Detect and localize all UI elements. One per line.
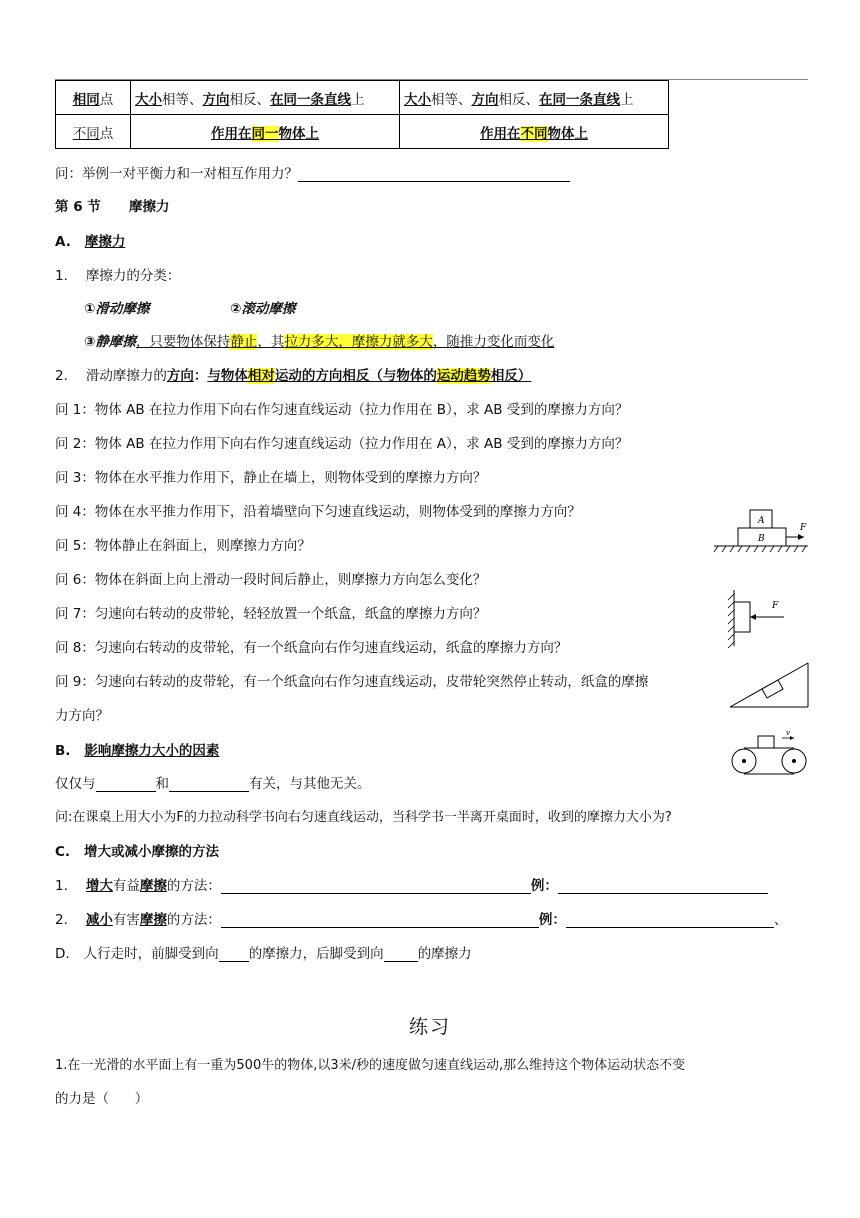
question-7: 问 7：匀速向右转动的皮带轮，轻轻放置一个纸盒，纸盒的摩擦力方向？ [55, 606, 487, 622]
heading-b: B. 影响摩擦力大小的因素 [55, 743, 220, 759]
question-9: 问 9：匀速向右转动的皮带轮，有一个纸盒向右作匀速直线运动，皮带轮突然停止转动，纸盒的摩擦 [55, 674, 649, 690]
diff-cell-interaction: 作用在不同物体上 [400, 115, 669, 149]
question-9-cont: 力方向？ [55, 708, 109, 724]
heading-a: A. 摩擦力 [55, 234, 126, 250]
label-f-wall: F [772, 601, 779, 611]
figure-conveyor [728, 728, 810, 778]
section-title: 第 6 节 摩擦力 [55, 199, 170, 215]
question-8: 问 8：匀速向右转动的皮带轮，有一个纸盒向右作匀速直线运动，纸盒的摩擦力方向？ [55, 640, 568, 656]
question-5: 问 5：物体静止在斜面上，则摩擦力方向？ [55, 538, 311, 554]
same-cell-balance: 大小相等、方向相反、在同一条直线上 [131, 81, 400, 115]
table-row-same [56, 81, 669, 115]
table-row-different [56, 115, 669, 149]
method-increase: 1. 增大有益摩擦的方法： 例： [55, 874, 768, 894]
practice-q1-line1: 1.在一光滑的水平面上有一重为500牛的物体,以3米/秒的速度做匀速直线运动,那么维持这个物体运动状态不变 [55, 1058, 686, 1073]
factor-line: 仅仅与 和 有关，与其他无关。 [55, 776, 371, 792]
comparison-table [55, 80, 669, 149]
type-sliding: ①滑动摩擦 [84, 301, 150, 317]
item-2: 2. 滑动摩擦力的方向：与物体相对运动的方向相反（与物体的运动趋势相反） [55, 368, 532, 384]
row-label-same: 相同点 [56, 81, 131, 115]
heading-c: C. 增大或减小摩擦的方法 [55, 844, 220, 860]
figure-blocks-ab [712, 500, 812, 555]
practice-q1-line2: 的力是（ ） [55, 1091, 149, 1107]
type-static: ③静摩擦，只要物体保持静止，其拉力多大，摩擦力就多大，随推力变化而变化 [84, 334, 555, 350]
figure-incline [726, 655, 811, 710]
figure-wall-block [726, 588, 806, 648]
label-f: F [800, 523, 807, 533]
blank-factor-2 [169, 777, 249, 792]
row-label-different: 不同点 [56, 115, 131, 149]
item-d: D. 人行走时，前脚受到向 的摩擦力，后脚受到向 的摩擦力 [55, 946, 472, 962]
item-1: 1. 摩擦力的分类： [55, 268, 181, 284]
label-a: A [758, 516, 765, 526]
same-cell-interaction: 大小相等、方向相反、在同一条直线上 [400, 81, 669, 115]
question-1: 问 1：物体 AB 在拉力作用下向右作匀速直线运动（拉力作用在 B），求 AB 受到的摩擦力方向？ [55, 402, 629, 418]
answer-blank [298, 167, 570, 182]
question-friction-size: 问:在课桌上用大小为F的力拉动科学书向右匀速直线运动，当科学书一半离开桌面时，收到的摩擦力大小为? [55, 810, 672, 825]
practice-title: 练习 [408, 1016, 451, 1038]
type-rolling: ②滚动摩擦 [230, 301, 296, 317]
question-6: 问 6：物体在斜面上向上滑动一段时间后静止，则摩擦力方向怎么变化？ [55, 572, 487, 588]
diff-cell-balance: 作用在同一物体上 [131, 115, 400, 149]
question-2: 问 2：物体 AB 在拉力作用下向右作匀速直线运动（拉力作用在 A），求 AB 受到的摩擦力方向？ [55, 436, 629, 452]
label-b: B [758, 534, 765, 544]
label-v: v [786, 729, 790, 737]
question-example: 问：举例一对平衡力和一对相互作用力？ [55, 162, 570, 182]
blank-factor-1 [96, 777, 156, 792]
question-3: 问 3：物体在水平推力作用下，静止在墙上，则物体受到的摩擦力方向？ [55, 470, 487, 486]
method-decrease: 2. 减小有害摩擦的方法： 例： 、 [55, 912, 788, 928]
question-4: 问 4：物体在水平推力作用下，沿着墙壁向下匀速直线运动，则物体受到的摩擦力方向？ [55, 504, 581, 520]
